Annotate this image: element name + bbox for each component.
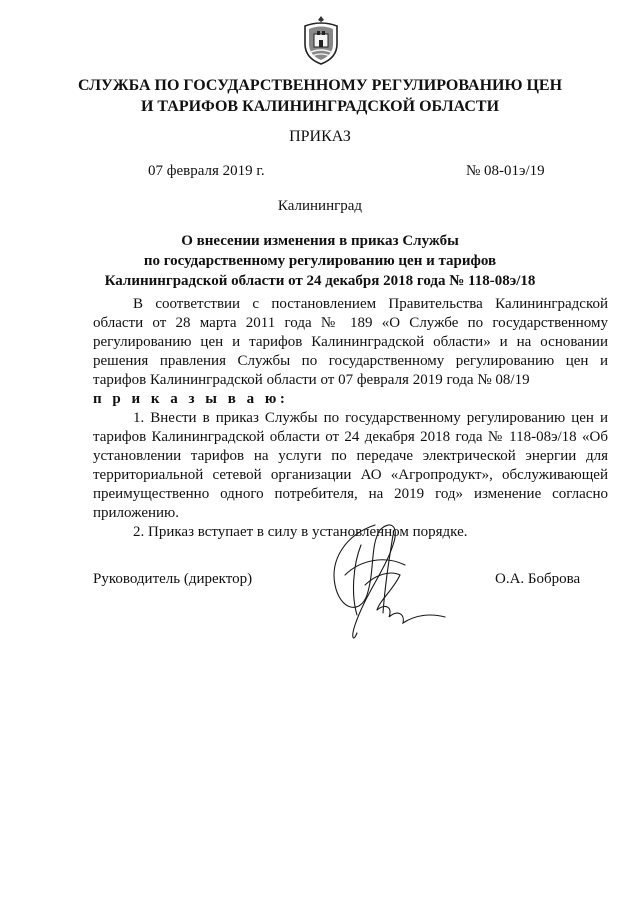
agency-line-1: СЛУЖБА ПО ГОСУДАРСТВЕННОМУ РЕГУЛИРОВАНИЮ ЦЕН <box>77 77 563 94</box>
signer-title: Руководитель (директор) <box>93 571 253 587</box>
order-word: п р и к а з ы в а ю: <box>93 391 289 407</box>
signer-name: О.А. Боброва <box>495 571 581 587</box>
document-subject <box>90 231 550 291</box>
subject-line-3: Калининградской области от 24 декабря 2018 года № 118-08э/18 <box>104 273 536 289</box>
document-body <box>93 295 608 542</box>
agency-line-2: И ТАРИФОВ КАЛИНИНГРАДСКОЙ ОБЛАСТИ <box>140 98 500 115</box>
order-item-1: 1. Внести в приказ Службы по государственному регулированию цен и тарифов Калининградской области от 24 декабря 2018 года № 118-08э/18 «Об установлении тарифов на услуги по передаче электрической энергии для территориальной сетевой организации АО «Агропродукт», обслуживающей преимущественно одного потребителя, на 2019 год» изменение согласно приложению. <box>93 410 608 521</box>
agency-name <box>60 75 580 117</box>
document-city: Калининград <box>277 198 363 214</box>
subject-line-1: О внесении изменения в приказ Службы <box>181 233 459 249</box>
document-type: ПРИКАЗ <box>289 128 351 145</box>
document-number: № 08-01э/19 <box>466 163 545 179</box>
coat-of-arms-icon <box>301 14 341 66</box>
handwritten-signature <box>305 515 455 655</box>
order-item-2: 2. Приказ вступает в силу в установленном порядке. <box>133 524 468 540</box>
document-date: 07 февраля 2019 г. <box>148 163 265 179</box>
subject-line-2: по государственному регулированию цен и тарифов <box>143 253 497 269</box>
preamble-paragraph: В соответствии с постановлением Правительства Калининградской области от 28 марта 2011 года № 189 «О Службе по государственному регулированию цен и тарифов Калининградской области» и на основании решения правления Службы по государственному регулированию цен и тарифов Калининградской области от 07 февраля 2019 года № 08/19 <box>93 296 608 388</box>
